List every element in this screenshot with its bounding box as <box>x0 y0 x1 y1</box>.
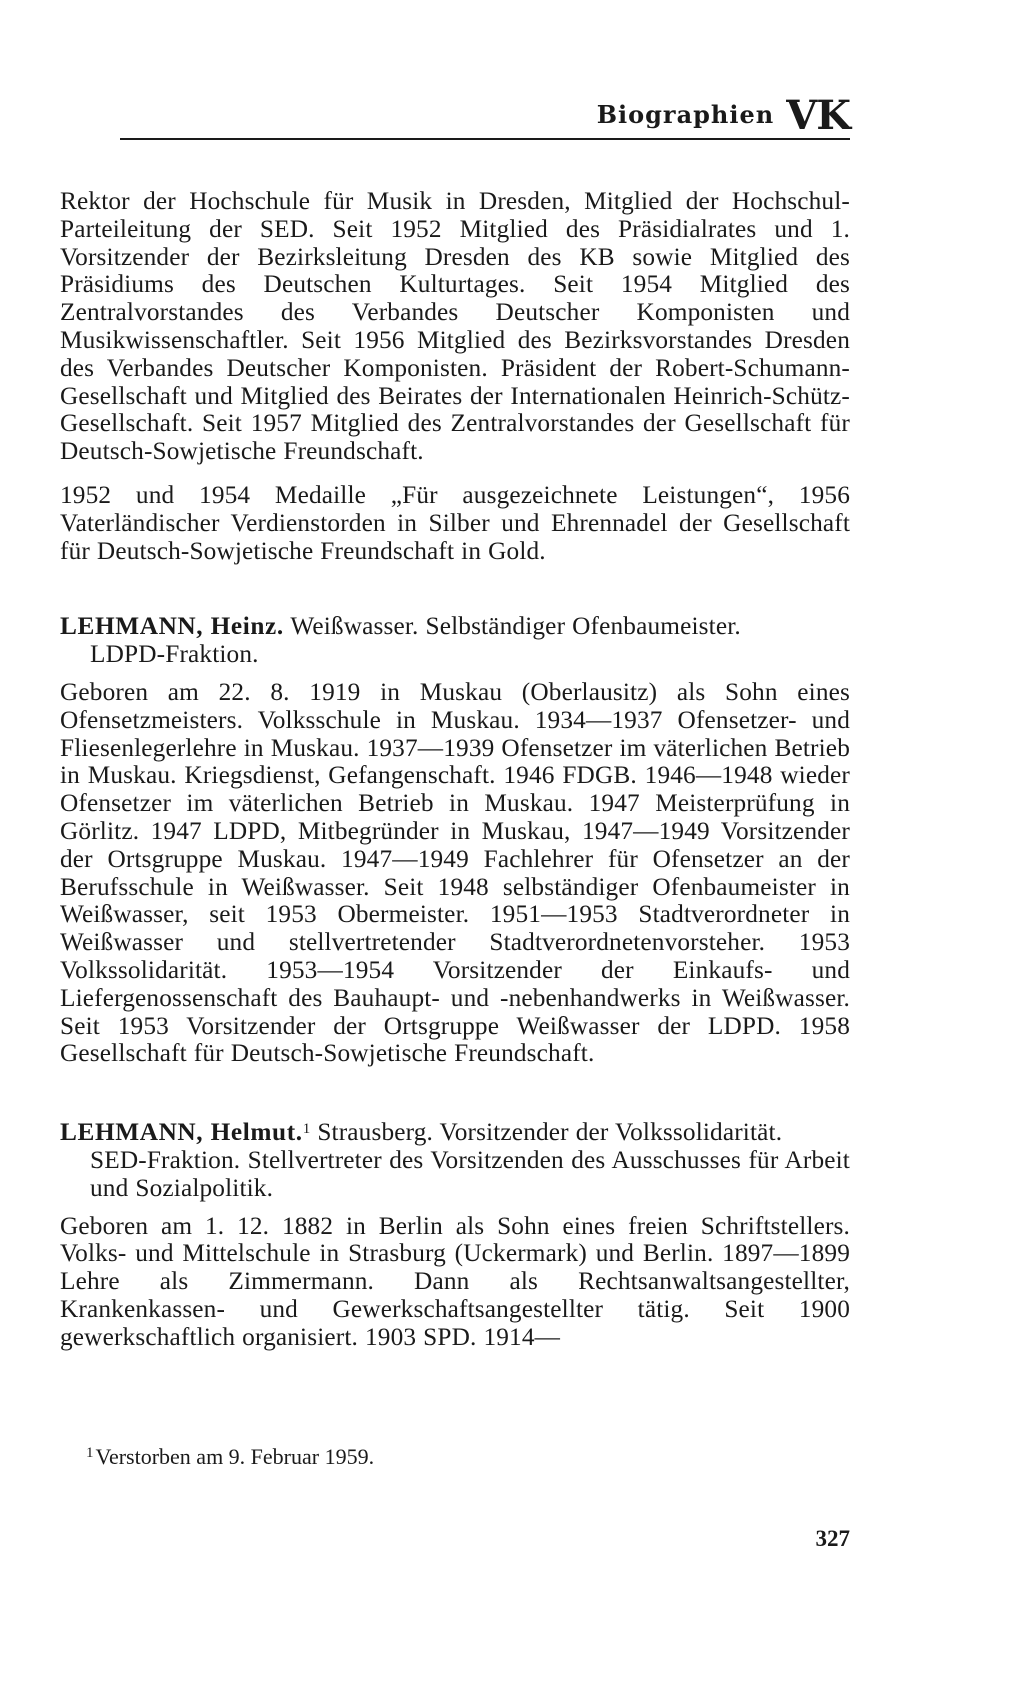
document-page <box>60 0 850 1700</box>
paragraph-awards: 1952 und 1954 Medaille „Für ausgezeichnete Leistungen“, 1956 Vaterländischer Verdienstorden in Silber und Ehrennadel der Gesellschaft für Deutsch-Sowjetische Freundschaft in Gold. <box>60 480 850 565</box>
footnote-reference: 1 <box>302 1121 311 1138</box>
entry-heading-lehmann-heinz <box>60 613 850 641</box>
page-header <box>60 78 850 140</box>
entry-heading-lehmann-helmut <box>60 1116 850 1147</box>
paragraph-continuation: Rektor der Hochschule für Musik in Dresden, Mitglied der Hochschul-Parteileitung der SED. Seit 1952 Mitglied des Präsidialrates und 1. Vorsitzender der Bezirksleitung Dresden des KB sowie Mitglied des Präsidiums des Deutschen Kulturtages. Seit 1954 Mitglied des Zentralvorstandes des Verbandes Deutscher Komponisten und Musikwissenschaftler. Seit 1956 Mitglied des Bezirksvorstandes Dresden des Verbandes Deutscher Komponisten. Präsident der Robert-Schumann-Gesellschaft und Mitglied des Beirates der Internationalen Heinrich-Schütz-Gesellschaft. Seit 1957 Mitglied des Zentralvorstandes der Gesellschaft für Deutsch-Sowjetische Freundschaft. <box>60 187 850 466</box>
entry-name: LEHMANN, Helmut. <box>60 1118 303 1147</box>
footnote-text: Verstorben am 9. Februar 1959. <box>95 1444 375 1469</box>
page-number: 327 <box>815 1526 850 1551</box>
running-head <box>597 92 850 139</box>
entry-head-text: Weißwasser. Selbständiger Ofenbaumeister. <box>290 612 741 641</box>
body-text <box>60 188 850 1351</box>
entry-bio-lehmann-helmut: Geboren am 1. 12. 1882 in Berlin als Sohn eines freien Schriftstellers. Volks- und Mittelschule in Strasburg (Uckermark) und Berlin. 1897—1899 Lehre als Zimmermann. Dann als Rechtsanwaltsangestellter, Krankenkassen- und Gewerkschaftsangestellter tätig. Seit 1900 gewerkschaftlich organisiert. 1903 SPD. 1914— <box>60 1211 850 1351</box>
footnote-mark: 1 <box>86 1445 94 1461</box>
entry-roles-lehmann-helmut: SED-Fraktion. Stellvertreter des Vorsitzenden des Ausschusses für Arbeit und Sozialpolitik. <box>90 1145 850 1202</box>
section-mark: VK <box>786 92 850 139</box>
entry-roles-lehmann-heinz: LDPD-Fraktion. <box>90 640 259 669</box>
running-head-title: Biographien <box>596 100 775 129</box>
entry-bio-lehmann-heinz: Geboren am 22. 8. 1919 in Muskau (Oberlausitz) als Sohn eines Ofensetzmeisters. Volksschule in Muskau. 1934—1937 Ofensetzer- und Fliesenlegerlehre in Muskau. 1937—1939 Ofensetzer im väterlichen Betrieb in Muskau. Kriegsdienst, Gefangenschaft. 1946 FDGB. 1946—1948 wieder Ofensetzer im väterlichen Betrieb in Muskau. 1947 Meisterprüfung in Görlitz. 1947 LDPD, Mitbegründer in Muskau, 1947—1949 Vorsitzender der Ortsgruppe Muskau. 1947—1949 Fachlehrer für Ofensetzer an der Berufsschule in Weißwasser. Seit 1948 selbständiger Ofenbaumeister in Weißwasser, seit 1953 Obermeister. 1951—1953 Stadtverordneter in Weißwasser und stellvertretender Stadtverordnetenvorsteher. 1953 Volkssolidarität. 1953—1954 Vorsitzender der Einkaufs- und Liefergenossenschaft des Bauhaupt- und -nebenhandwerks in Weißwasser. Seit 1953 Vorsitzender der Ortsgruppe Weißwasser der LDPD. 1958 Gesellschaft für Deutsch-Sowjetische Freundschaft. <box>60 677 850 1068</box>
footnote <box>86 1440 374 1470</box>
entry-name: LEHMANN, Heinz. <box>60 612 284 641</box>
entry-head-text: Strausberg. Vorsitzender der Volkssolidarität. <box>317 1118 783 1147</box>
header-rule <box>120 138 850 140</box>
